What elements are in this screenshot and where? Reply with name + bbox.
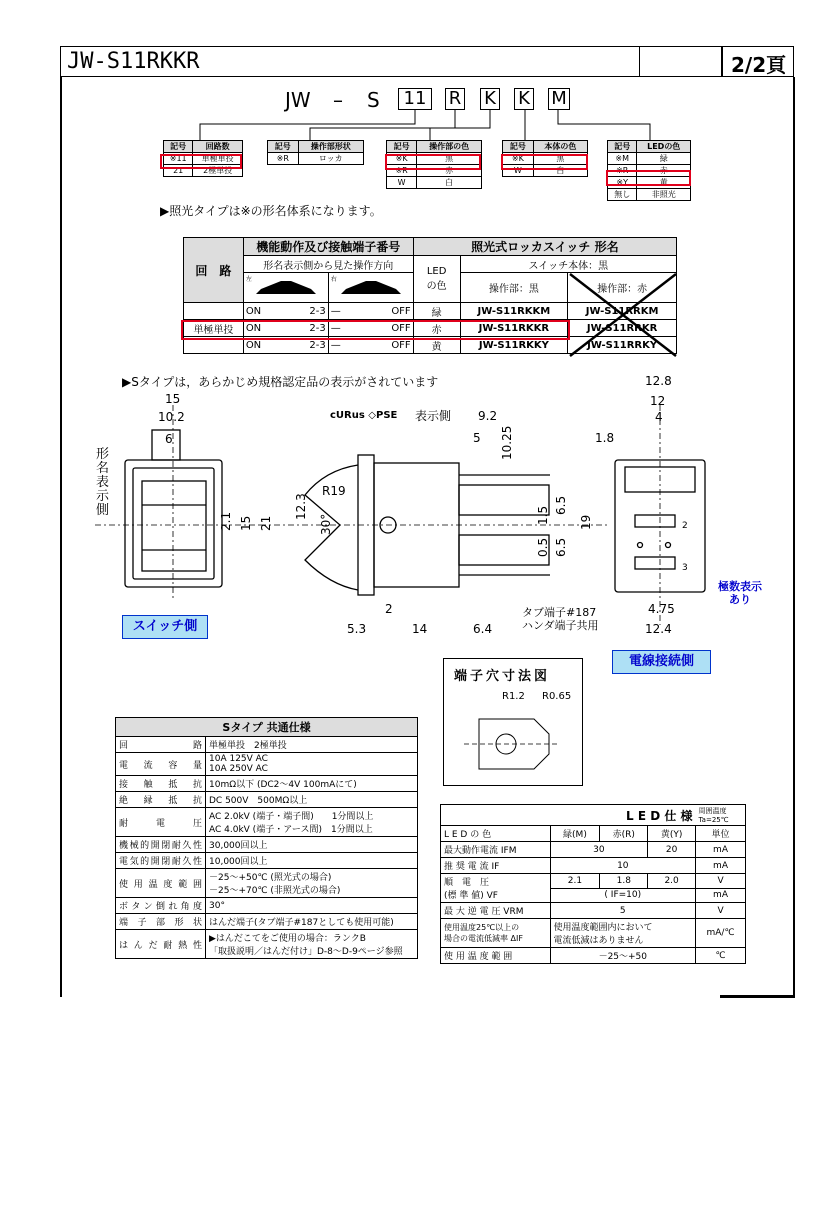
model-box-led: M <box>548 88 570 110</box>
wiring-side-label: 電線接続側 <box>612 650 711 674</box>
ul-mark-icon: cURus ◇PSE <box>330 410 398 421</box>
svg-text:0.5: 0.5 <box>536 537 550 557</box>
svg-text:R19: R19 <box>322 484 346 498</box>
highlight-op-color <box>385 154 481 170</box>
svg-text:21: 21 <box>259 515 273 531</box>
svg-text:2: 2 <box>682 521 688 531</box>
svg-text:12.8: 12.8 <box>645 374 672 388</box>
model-box-body-color: K <box>514 88 534 110</box>
highlight-led <box>606 170 691 186</box>
rocker-left-icon <box>251 275 321 297</box>
svg-text:6.5: 6.5 <box>554 537 568 557</box>
svg-text:4: 4 <box>655 410 663 424</box>
highlight-body-color <box>501 154 588 170</box>
cross-out-mark <box>568 272 678 358</box>
svg-text:5: 5 <box>473 431 481 445</box>
svg-text:15: 15 <box>165 392 181 406</box>
svg-text:6: 6 <box>165 432 173 446</box>
svg-text:12.4: 12.4 <box>645 622 672 636</box>
svg-text:15: 15 <box>239 515 253 531</box>
svg-text:1.5: 1.5 <box>536 505 550 525</box>
svg-text:3: 3 <box>682 563 688 573</box>
note-s-type: ▶Sタイプは，あらかじめ規格認定品の表示がされています <box>122 375 439 389</box>
led-spec-table: L E D 仕 様 周囲温度 Ta=25℃ L E D の 色 緑(M) 赤(R) 黄(Y) 単位 最大動作電流 IFM 30 20 mA 推 奨 電 流 IF 10 mA 順 電 圧 (標 準 値) VF 2.1 1.8 2.0 V ( IF=10) mA 最 大 逆 電 圧 VRM 5 V 使用温度25℃以上の 場合の電流低減率 ΔIF 使用温度範囲内において 電流低減はありません mA/℃ 使 用 温 度 範 囲 －25〜+50 ℃ <box>440 804 746 964</box>
svg-text:30°: 30° <box>319 513 333 535</box>
svg-text:10.2: 10.2 <box>158 410 185 424</box>
table-led-color: 記号 LEDの色 ※M 緑 ※R 赤 ※Y 黄 無し 非照光 <box>607 140 691 201</box>
svg-text:2: 2 <box>385 602 393 616</box>
model-part-jw: JW <box>285 88 311 112</box>
title-bar <box>60 46 794 77</box>
switch-side-label: スイッチ側 <box>122 615 208 639</box>
model-code-leaders <box>160 108 700 144</box>
model-part-dash: – <box>333 88 343 112</box>
model-box-shape: R <box>445 88 465 110</box>
polarity-note: 極数表示 あり <box>718 580 762 606</box>
svg-text:9.2: 9.2 <box>478 409 498 423</box>
svg-text:19: 19 <box>579 514 593 530</box>
table-body-color: 記号 本体の色 ※K 黒 W 白 <box>502 140 588 177</box>
model-display-side-label: 形名表示側 <box>96 447 110 518</box>
svg-text:6.5: 6.5 <box>554 495 568 515</box>
svg-text:6.4: 6.4 <box>473 622 493 636</box>
model-table: 回 路 機能動作及び接触端子番号 照光式ロッカスイッチ 形名 形名表示側から見た操作方向 LED の色 スイッチ本体：黒 左 右 操作部：黒 操作部：赤 ON 2-3 — OFF 緑 JW-S11RKKM JW-S11RRKM 単極単投 ON 2-3 — OFF 赤 JW-S11RKKR JW-S11RRKR ON 2-3 — OFF 黄 JW-S11RKKY JW-S11RRKY <box>183 237 677 354</box>
svg-text:12.3: 12.3 <box>294 493 308 520</box>
note-illumination: ▶照光タイプは※の形名体系になります。 <box>160 204 382 218</box>
rocker-right-icon <box>336 275 406 297</box>
svg-text:4.75: 4.75 <box>648 602 675 616</box>
s-type-spec-table: Sタイプ 共通仕様 回路 単極単投 2極単投 電流容量 10A 125V AC 10A 250V AC 接触抵抗 10mΩ以下 (DC2〜4V 100mAにて) 絶縁抵抗 DC 500V 500MΩ以上 耐電圧 AC 2.0kV (端子・端子間) 1分間以上 AC 4.0kV (端子・アース間) 1分間以上 機械的開閉耐久性 30,000回以上 電気的開閉耐久性 10,000回以上 使用温度範囲 －25〜+50℃ (照光式の場合) －25〜+70℃ (非照光式の場合) ボタン倒れ角度 30° 端子部形状 はんだ端子(タブ端子#187としても使用可能) はんだ耐熱性 ▶はんだこてをご使用の場合：ランクB 「取扱説明／はんだ付け」D-8〜D-9ページ参照 <box>115 717 418 959</box>
table-circuits: 記号 回路数 ※11 単極単投 21 2極単投 <box>163 140 243 177</box>
svg-text:表示側: 表示側 <box>415 409 452 423</box>
model-box-circuit: 11 <box>398 88 432 110</box>
highlight-circuit <box>160 154 242 169</box>
tab-terminal-note: タブ端子#187 ハンダ端子共用 <box>522 606 599 632</box>
model-part-s: S <box>367 88 380 112</box>
terminal-hole-icon <box>464 709 564 779</box>
svg-text:12: 12 <box>650 394 666 408</box>
svg-text:1.8: 1.8 <box>595 431 615 445</box>
highlight-model-row <box>181 320 570 340</box>
svg-text:2.1: 2.1 <box>219 511 233 531</box>
svg-text:10.25: 10.25 <box>500 425 514 460</box>
table-operation-color: 記号 操作部の色 ※K 黒 ※R 赤 W 白 <box>386 140 482 189</box>
terminal-hole-box: 端子穴寸法図 R1.2 R0.65 <box>443 658 583 786</box>
doc-title: JW-S11RKKR <box>67 49 200 74</box>
svg-text:14: 14 <box>412 622 428 636</box>
table-operation-shape: 記号 操作部形状 ※R ロッカ <box>267 140 364 165</box>
model-box-op-color: K <box>480 88 500 110</box>
svg-text:5.3: 5.3 <box>347 622 367 636</box>
page-number: 2/2頁 <box>731 53 787 77</box>
